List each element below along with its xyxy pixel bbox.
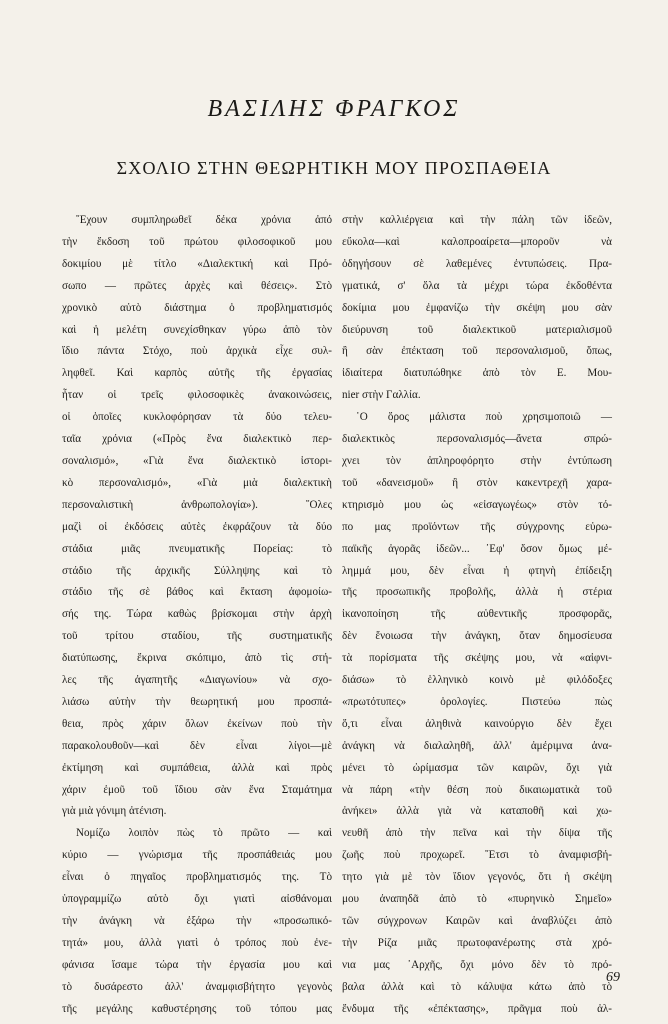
left-column <box>62 210 332 1021</box>
text-line: τὴν ἔκδοση τοῦ πρώτου φιλοσοφικοῦ μου <box>62 235 332 248</box>
text-line: περσοναλιστικὴ ἀνθρωπολογία»). ῞Ολες <box>62 498 332 511</box>
text-line: λες τῆς ἀγαπητῆς «Διαγωνίου» νὰ σχο- <box>62 674 332 687</box>
text-line: τῆς προσωπικῆς προβολῆς, ἀλλὰ ἡ στέρια <box>342 586 612 599</box>
text-line: γιὰ μιὰ γόνιμη ἀτένιση. <box>62 805 167 818</box>
text-line: νια μας ᾿Αρχῆς, ὄχι μόνο δὲν τὸ πρό- <box>342 958 612 971</box>
text-line: διαλεκτικὸς περσοναλισμός—ἄνετα σπρώ- <box>342 433 612 446</box>
text-line: χάριν ἐμοῦ τοῦ ἴδιου σὰν ἕνα Σταμάτημα <box>62 783 332 796</box>
text-line: ἀνάγκη νὰ διαλαληθῆ, ἀλλ' ἀμέριμνα ἀνα- <box>342 739 612 752</box>
text-line: τὸ δυσάρεστο ἀλλ' ἀναμφισβήτητο γεγονὸς <box>62 980 332 993</box>
article-title: ΣΧΟΛΙΟ ΣΤΗΝ ΘΕΩΡΗΤΙΚΗ ΜΟΥ ΠΡΟΣΠΑΘΕΙΑ <box>116 158 552 178</box>
text-line: τητά» μου, ἀλλὰ γιατὶ ὁ τρόπος ποὺ ἐνε- <box>62 936 332 949</box>
text-line: βαλα ἀλλὰ καὶ τὸ κάλυψα κάτω ἀπὸ τὸ <box>342 980 612 993</box>
text-line: στάδιο τῆς ἀρχικῆς Σύλληψης καὶ τὸ <box>62 564 332 577</box>
text-line: ταῖα χρόνια («Πρὸς ἕνα διαλεκτικὸ περ- <box>62 433 332 446</box>
text-line: τῆς μεγάλης καθυστέρησης τοῦ τόπου μας <box>62 1002 332 1015</box>
text-line: κὸ περσοναλισμό», «Γιὰ μιὰ διαλεκτικὴ <box>62 476 332 489</box>
text-line: στάδια μιᾶς πνευματικῆς Πορείας: τὸ <box>62 542 332 555</box>
page-number: 69 <box>606 970 620 985</box>
text-line: «πρωτότυπες» ὁρολογίες. Πιστεύω πὼς <box>342 695 612 708</box>
text-line: μένει τὸ ὡρίμασμα τῶν καιρῶν, ὄχι γιὰ <box>342 761 612 774</box>
text-line: ὅ,τι εἶναι ἀληθινὰ καινούργιο δὲν ἔχει <box>342 717 612 730</box>
text-line: παϊκῆς ἀγορᾶς ἰδεῶν... ᾿Εφ' ὅσον ὅμως μέ- <box>342 542 612 555</box>
text-line: δὲν ἔνοιωσα τὴν ἀνάγκη, ὅταν δημοσίευσα <box>342 630 612 643</box>
text-line: καὶ ἡ μελέτη συνεχίσθηκαν γύρω ἀπὸ τὸν <box>62 323 332 336</box>
text-line: τοῦ τρίτου σταδίου, τῆς συστηματικῆς <box>62 630 332 643</box>
text-line: μου ἀναπηδᾶ ἀπὸ τὸ «πυρηνικὸ Σημεῖο» <box>342 893 612 906</box>
text-line: τητο γιὰ μὲ τὸν ἴδιον γεγονός, ὅτι ἡ σκέψη <box>342 871 612 884</box>
text-line: τοῦ «δανεισμοῦ» ἢ στὸν κακεντρεχῆ χαρα- <box>342 476 612 489</box>
text-line: διατύπωσης, ἔκρινα σκόπιμο, ἀπὸ τὶς στή- <box>62 652 332 665</box>
text-line: σοναλισμό», «Γιὰ ἕνα διαλεκτικὸ ἱστορι- <box>62 454 332 467</box>
text-line: δοκιμίου μὲ τίτλο «Διαλεκτική καὶ Πρό- <box>62 257 332 270</box>
text-line: διάσω» τὸ ἑλληνικὸ κοινὸ μὲ φιλόδοξες <box>342 674 612 687</box>
text-line: διεύρυνση τοῦ διαλεκτικοῦ ματεριαλισμοῦ <box>342 323 612 336</box>
text-line: ὁδηγήσουν σὲ λαθεμένες ἐντυπώσεις. Πρα- <box>342 257 612 270</box>
text-line: χνει τὸν ἀπληροφόρητο στὴν ἐντύπωση <box>342 454 612 467</box>
text-line: θεια, πρὸς χάριν ὅλων ἐκείνων ποὺ τὴν <box>62 717 332 730</box>
text-line: λημμά μου, δὲν εἶναι ἡ φτηνὴ ἐπίδειξη <box>342 564 612 577</box>
text-line: σής της. Τώρα καθὼς βρίσκομαι στὴν ἀρχὴ <box>62 608 332 621</box>
text-line: στάδιο τῆς σὲ βάθος καὶ ἔκταση ἀφομοίω- <box>62 586 332 599</box>
text-line: κύριο — γνώρισμα τῆς προσπάθειάς μου <box>62 849 332 862</box>
text-line: πο μας προϊόντων τῆς σύγχρονης εὐρω- <box>342 520 612 533</box>
text-line: ἰδιαίτερα διατυπώθηκε ἀπὸ τὸν Ε. Μου- <box>342 367 612 380</box>
text-line: ἦταν οἱ τρεῖς φιλοσοφικὲς ἀνακοινώσεις, <box>62 389 332 402</box>
text-line: εὔκολα—καὶ καλοπροαίρετα—μποροῦν νὰ <box>342 235 612 248</box>
right-column <box>342 210 612 1021</box>
text-line: νευθῆ ἀπὸ τὴν πεῖνα καὶ τὴν δίψα τῆς <box>342 827 612 840</box>
text-line: τῶν σύγχρονων Καιρῶν καὶ ἀναβλύζει ἀπὸ <box>342 915 612 927</box>
text-line: ληφθεῖ. Καὶ καρπὸς αὐτῆς τῆς ἐργασίας <box>62 367 332 380</box>
text-line: γματικά, σ' ὅλα τὰ μέχρι τώρα ἐκδοθέντα <box>342 279 612 292</box>
text-line: λιάσω αὐτὴν τὴν θεωρητική μου προσπά- <box>62 695 332 708</box>
text-line: οἱ ὁποῖες κυκλοφόρησαν τὰ δύο τελευ- <box>62 411 332 424</box>
text-line: nier στὴν Γαλλία. <box>342 389 421 402</box>
text-line: δοκίμια μου ἐμφανίζω τὴν σκέψη μου σὰν <box>342 301 612 314</box>
text-line: κτηρισμὸ μου ὡς «εἰσαγωγέως» στὸν τό- <box>342 498 612 511</box>
text-line: φάνισα ἴσαμε τώρα τὴν ἐργασία μου καὶ <box>62 958 332 971</box>
text-line: Νομίζω λοιπὸν πὼς τὸ πρῶτο — καὶ <box>76 827 332 840</box>
text-line: στὴν καλλιέργεια καὶ τὴν πάλη τῶν ἰδεῶν, <box>342 214 612 226</box>
text-line: ἐκτίμηση καὶ συμπάθεια, ἀλλὰ καὶ πρὸς <box>62 761 332 774</box>
text-line: ἢ σὰν ἐπέκταση τοῦ περσοναλισμοῦ, ὅπως, <box>342 345 612 358</box>
text-line: ῞Εχουν συμπληρωθεῖ δέκα χρόνια ἀπό <box>76 214 332 226</box>
text-line: εἶναι ὁ πηγαῖος προβληματισμός της. Τὸ <box>62 871 332 884</box>
text-line: ἀνήκει» ἀλλὰ γιὰ νὰ καταποθῆ καὶ χω- <box>342 805 612 818</box>
text-line: νὰ πάρη «τὴν θέση ποὺ δικαιωματικὰ τοῦ <box>342 783 612 796</box>
text-line: τὴν Ρίζα μιᾶς πρωτοφανέρωτης στὰ χρό- <box>342 936 612 949</box>
article-author: ΒΑΣΙΛΗΣ ΦΡΑΓΚΟΣ <box>207 96 461 122</box>
text-line: σωπο — πρῶτες ἀρχὲς καὶ θέσεις». Στὸ <box>62 279 332 292</box>
text-line: τὴν ἀνάγκη νὰ ἐξάρω τὴν «προσωπικό- <box>62 915 332 927</box>
text-line: ἴδιο πάντα Στόχο, ποὺ ἀρχικὰ εἶχε συλ- <box>62 345 332 358</box>
text-line: ζωῆς ποὺ προχωρεῖ. ῞Ετσι τὸ ἀναμφισβή- <box>342 849 612 862</box>
text-line: χρονικὸ αὐτὸ διάστημα ὁ προβληματισμός <box>62 301 332 314</box>
text-line: ἔνδυμα τῆς «ἐπέκτασης», πρᾶγμα ποὺ ἀλ- <box>342 1002 612 1015</box>
text-line: μαζὶ οἱ ἐκδόσεις αὐτὲς ἐκφράζουν τὰ δύο <box>62 520 332 533</box>
text-line: παρακολουθοῦν—καὶ δὲν εἶναι λίγοι—μὲ <box>62 739 332 752</box>
text-line: τὰ πορίσματα τῆς σκέψης μου, νὰ «αἱφνι- <box>342 652 612 665</box>
text-line: ὑπογραμμίζω αὐτὸ ὄχι γιατὶ αἰσθάνομαι <box>62 893 332 906</box>
text-line: ῾Ο ὅρος μάλιστα ποὺ χρησιμοποιῶ — <box>356 411 612 424</box>
text-line: ἱκανοποίηση τῆς αὐθεντικῆς προσφορᾶς, <box>342 608 612 621</box>
